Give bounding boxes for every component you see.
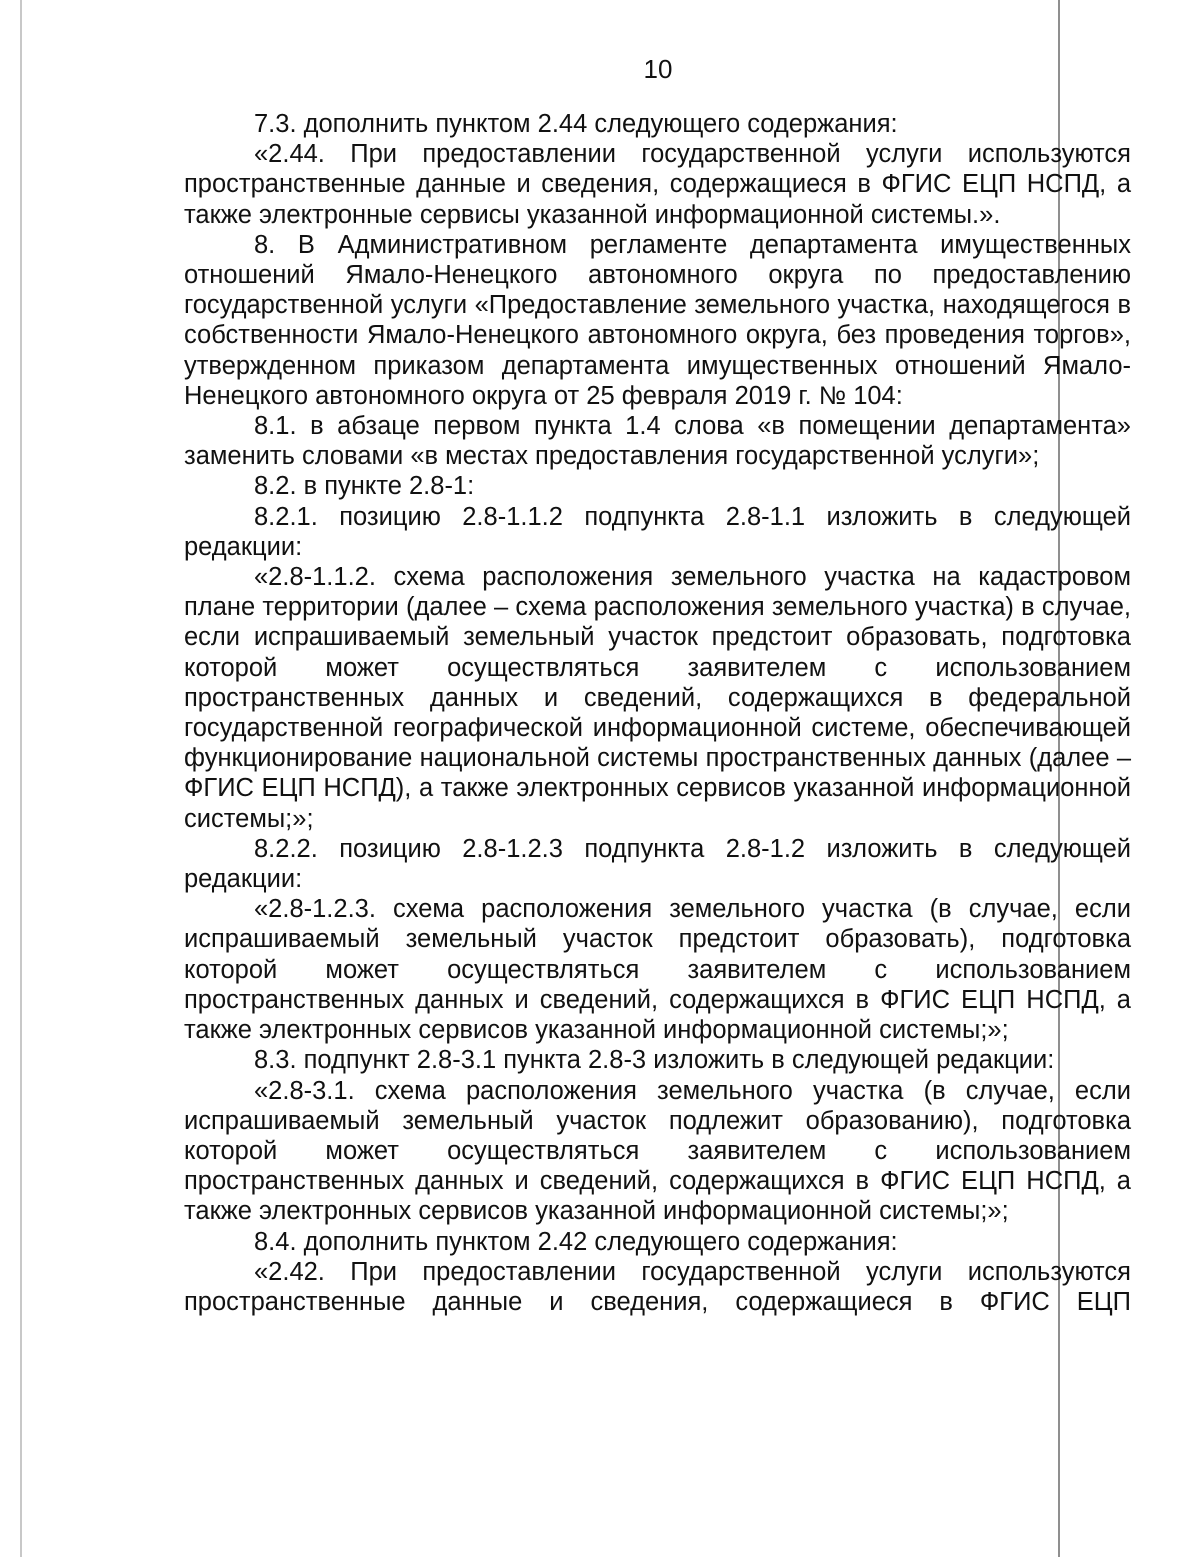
page-number: 10 [643, 54, 673, 84]
paragraph-2-44-quote: «2.44. При предоставлении государственной услуги используются пространственные данные и сведения, содержащиеся в ФГИС ЕЦП НСПД, а также электронные сервисы указанной информационной системы.». [184, 140, 1131, 229]
paragraph-8-4: 8.4. дополнить пунктом 2.42 следующего содержания: [254, 1227, 898, 1256]
paragraph-8-2: 8.2. в пункте 2.8-1: [254, 472, 475, 501]
paragraph-2-8-1-2-3-quote: «2.8-1.2.3. схема расположения земельного участка (в случае, если испрашиваемый земельный участок предстоит образовать), подготовка которой может осуществляться заявителем с использованием пространственных данных и сведений, содержащихся в ФГИС ЕЦП НСПД, а также электронных сервисов указанной информационной системы;»; [184, 895, 1131, 1045]
paragraph-8: 8. В Административном регламенте департамента имущественных отношений Ямало-Ненецкого автономного округа по предоставлению государственной услуги «Предоставление земельного участка, находящегося в собственности Ямало-Ненецкого автономного округа, без проведения торгов», утвержденном приказом департамента имущественных отношений Ямало-Ненецкого автономного округа от 25 февраля 2019 г. № 104: [184, 230, 1131, 410]
paragraph-8-2-2: 8.2.2. позицию 2.8-1.2.3 подпункта 2.8-1.2 изложить в следующей редакции: [184, 834, 1131, 894]
paragraph-8-3: 8.3. подпункт 2.8-3.1 пункта 2.8-3 изложить в следующей редакции: [254, 1046, 1055, 1075]
paragraph-2-8-1-1-2-quote: «2.8-1.1.2. схема расположения земельного участка на кадастровом плане территории (далее – схема расположения земельного участка) в случае, если испрашиваемый земельный участок предстоит образовать, подготовка которой может осуществляться заявителем с использованием пространственных данных и сведений, содержащихся в федеральной государственной географической информационной системе, обеспечивающей функционирование национальной системы пространственных данных (далее – ФГИС ЕЦП НСПД), а также электронных сервисов указанной информационной системы;»; [184, 563, 1131, 833]
paragraph-8-1: 8.1. в абзаце первом пункта 1.4 слова «в помещении департамента» заменить словами «в местах предоставления государственной услуги»; [184, 412, 1131, 471]
paragraph-7-3: 7.3. дополнить пунктом 2.44 следующего содержания: [254, 110, 898, 138]
paragraph-8-2-1: 8.2.1. позицию 2.8-1.1.2 подпункта 2.8-1.1 изложить в следующей редакции: [184, 502, 1131, 561]
scan-edge-left [20, 0, 22, 1557]
document-body [184, 109, 1131, 1317]
paragraph-2-8-3-1-quote: «2.8-3.1. схема расположения земельного участка (в случае, если испрашиваемый земельный участок подлежит образованию), подготовка которой может осуществляться заявителем с использованием пространственных данных и сведений, содержащихся в ФГИС ЕЦП НСПД, а также электронных сервисов указанной информационной системы;»; [184, 1076, 1131, 1226]
paragraph-2-42-quote: «2.42. При предоставлении государственной услуги используются пространственные данные и сведения, содержащиеся в ФГИС ЕЦП [184, 1257, 1131, 1316]
